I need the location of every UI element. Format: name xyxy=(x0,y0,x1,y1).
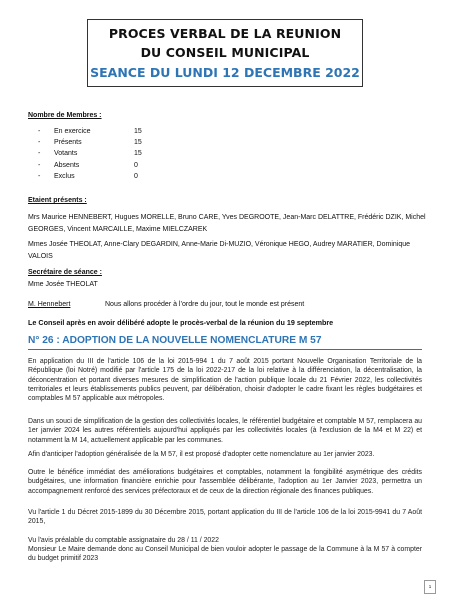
members-label: Absents xyxy=(54,161,80,169)
members-label: Votants xyxy=(54,150,78,158)
members-label: Présents xyxy=(54,139,82,147)
members-list xyxy=(38,126,238,182)
members-row-votants: - Votants 15 xyxy=(38,148,238,159)
members-label: Exclus xyxy=(54,172,75,180)
session-date: SEANCE DU LUNDI 12 DECEMBRE 2022 xyxy=(90,65,360,80)
secretary-name: Mme Josée THEOLAT xyxy=(28,281,98,288)
members-row-exercice: - En exercice 15 xyxy=(38,126,238,137)
members-label: En exercice xyxy=(54,128,91,135)
members-value: 0 xyxy=(134,172,138,180)
approval-text: Le Conseil après en avoir délibéré adopte le procès-verbal de la réunion du 19 septembre xyxy=(28,318,334,327)
title-line-1: PROCES VERBAL DE LA REUNION xyxy=(108,26,342,41)
present-women-list: Mmes Josée THEOLAT, Anne-Clary DEGARDIN, Anne-Marie Di-MUZIO, Véronique HEGO, Audrey MARATIER, Dominique VALOIS xyxy=(28,241,411,260)
members-heading: Nombre de Membres : xyxy=(28,112,102,119)
members-row-exclus: - Exclus 0 xyxy=(38,171,238,182)
agenda-paragraph-6b: Monsieur Le Maire demande donc au Conseil Municipal de bien vouloir adopter le passage de la Commune à la M 57 à compter du budget primitif 2023 xyxy=(28,546,422,563)
members-value: 15 xyxy=(134,128,142,135)
members-value: 15 xyxy=(134,139,142,147)
document-title-box xyxy=(87,19,363,87)
agenda-paragraph-3: Afin d'anticiper l'adoption généralisée de la M 57, il est proposé d'adopter cette nomenclature au 1er janvier 2023. xyxy=(28,451,375,458)
agenda-paragraph-2: Dans un souci de simplification de la gestion des collectivités locales, le référentiel budgétaire et comptable M 57, remplacera au 1er janvier 2024 les autres référentiels aujourd'hui appliqués par les collectivités locales (à l'exclusion de la M4 et M 22) et notamment la M 14, actuellement applicable par les communes. xyxy=(28,418,422,444)
page-number: 1 xyxy=(424,580,436,594)
members-row-absents: - Absents 0 xyxy=(38,160,238,171)
agenda-paragraph-5: Vu l'article 1 du Décret 2015-1899 du 30 Décembre 2015, portant application du III de l'article 106 de la loi 2015-9941 du 7 Août 2015, xyxy=(28,509,422,526)
secretary-heading: Secrétaire de séance : xyxy=(28,269,102,276)
speaker-name: M. Hennebert xyxy=(28,301,71,308)
agenda-item-title: N° 26 : ADOPTION DE LA NOUVELLE NOMENCLATURE M 57 xyxy=(28,334,422,350)
members-value: 15 xyxy=(134,150,142,158)
members-value: 0 xyxy=(134,161,138,169)
agenda-paragraph-4: Outre le bénéfice immédiat des améliorations budgétaires et comptables, notamment la fongibilité asymétrique des crédits budgétaires, une information financière enrichie pour l'assemblée délibérante, l'adoption au 1er Janvier 2023, permettra un accompagnement renforcé des services préfectoraux et de ceux de la direction régionale des finances publiques. xyxy=(28,469,422,495)
speaker-text: Nous allons procéder à l’ordre du jour, tout le monde est présent xyxy=(105,301,305,308)
agenda-paragraph-1: En application du III de l'article 106 de la loi 2015-994 1 du 7 août 2015 portant Nouvelle Organisation Territoriale de la République (loi Notré) modifié par l'article 175 de la loi 2022-217 de la loi relative à la différenciation, la décentralisation, la déconcentration et portant diverses mesures de simplification de l'action publique locale du 21 Février 2022, les collectivités territoriales et leurs établissements publics peuvent, par délibération, choisir d'adopter le cadre fixant les règles budgétaires et comptables M 57 applicable aux métropoles. xyxy=(28,358,422,403)
speaker-statement xyxy=(28,300,428,309)
agenda-paragraph-6a: Vu l'avis préalable du comptable assignataire du 28 / 11 / 2022 xyxy=(28,537,219,544)
present-men-list: Mrs Maurice HENNEBERT, Hugues MORELLE, Bruno CARE, Yves DEGROOTE, Jean-Marc DELATTRE, Frédéric DZIK, Michel GEORGES, Vincent MARCAILLE, Maxime MIELCZAREK xyxy=(28,214,426,233)
present-heading: Etaient présents : xyxy=(28,197,87,204)
title-line-2: DU CONSEIL MUNICIPAL xyxy=(140,45,310,60)
members-row-presents: - Présents 15 xyxy=(38,137,238,148)
